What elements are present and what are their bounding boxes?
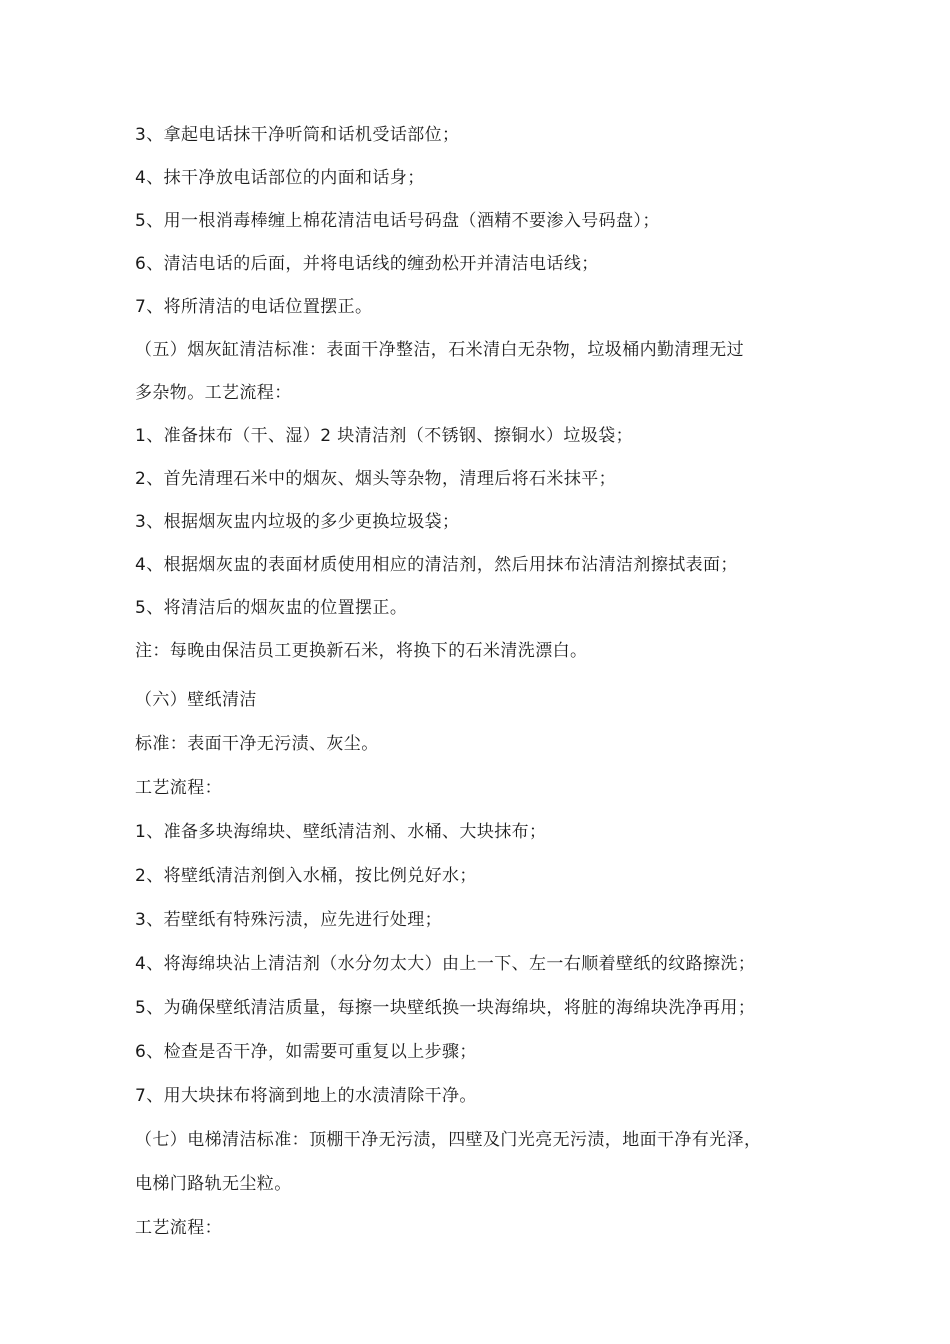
paragraph-line: 多杂物。工艺流程： [135, 383, 292, 403]
paragraph-line: 3、拿起电话抹干净听筒和话机受话部位； [135, 125, 460, 145]
paragraph-line: 标准：表面干净无污渍、灰尘。 [135, 734, 379, 754]
paragraph-line: 5、用一根消毒棒缠上棉花清洁电话号码盘（酒精不要渗入号码盘）； [135, 211, 660, 231]
paragraph-line: 5、为确保壁纸清洁质量，每擦一块壁纸换一块海绵块，将脏的海绵块洗净再用； [135, 998, 756, 1018]
paragraph-line: 电梯门路轨无尘粒。 [135, 1174, 292, 1194]
paragraph-line: 6、检查是否干净，如需要可重复以上步骤； [135, 1042, 477, 1062]
section-heading-wallpaper: （六）壁纸清洁 [135, 690, 257, 710]
paragraph-line: 2、首先清理石米中的烟灰、烟头等杂物，清理后将石米抹平； [135, 469, 617, 489]
paragraph-line: 7、将所清洁的电话位置摆正。 [135, 297, 373, 317]
paragraph-line: 1、准备抹布（干、湿）2 块清洁剂（不锈钢、擦铜水）垃圾袋； [135, 426, 634, 446]
paragraph-line: 工艺流程： [135, 1218, 222, 1238]
section-heading-elevator: （七）电梯清洁标准：顶棚干净无污渍，四壁及门光亮无污渍，地面干净有光泽， [135, 1130, 762, 1150]
note-line: 注：每晚由保洁员工更换新石米，将换下的石米清洗漂白。 [135, 641, 588, 661]
paragraph-line: 7、用大块抹布将滴到地上的水渍清除干净。 [135, 1086, 477, 1106]
section-heading-ashtray: （五）烟灰缸清洁标准：表面干净整洁，石米清白无杂物，垃圾桶内勤清理无过 [135, 340, 744, 360]
paragraph-line: 4、将海绵块沾上清洁剂（水分勿太大）由上一下、左一右顺着壁纸的纹路擦洗； [135, 954, 756, 974]
paragraph-line: 4、根据烟灰盅的表面材质使用相应的清洁剂，然后用抹布沾清洁剂擦拭表面； [135, 555, 738, 575]
paragraph-line: 1、准备多块海绵块、壁纸清洁剂、水桶、大块抹布； [135, 822, 547, 842]
paragraph-line: 5、将清洁后的烟灰盅的位置摆正。 [135, 598, 408, 618]
paragraph-line: 3、若壁纸有特殊污渍，应先进行处理； [135, 910, 443, 930]
paragraph-line: 6、清洁电话的后面，并将电话线的缠劲松开并清洁电话线； [135, 254, 599, 274]
paragraph-line: 工艺流程： [135, 778, 222, 798]
paragraph-line: 4、抹干净放电话部位的内面和话身； [135, 168, 425, 188]
paragraph-line: 2、将壁纸清洁剂倒入水桶，按比例兑好水； [135, 866, 477, 886]
paragraph-line: 3、根据烟灰盅内垃圾的多少更换垃圾袋； [135, 512, 460, 532]
